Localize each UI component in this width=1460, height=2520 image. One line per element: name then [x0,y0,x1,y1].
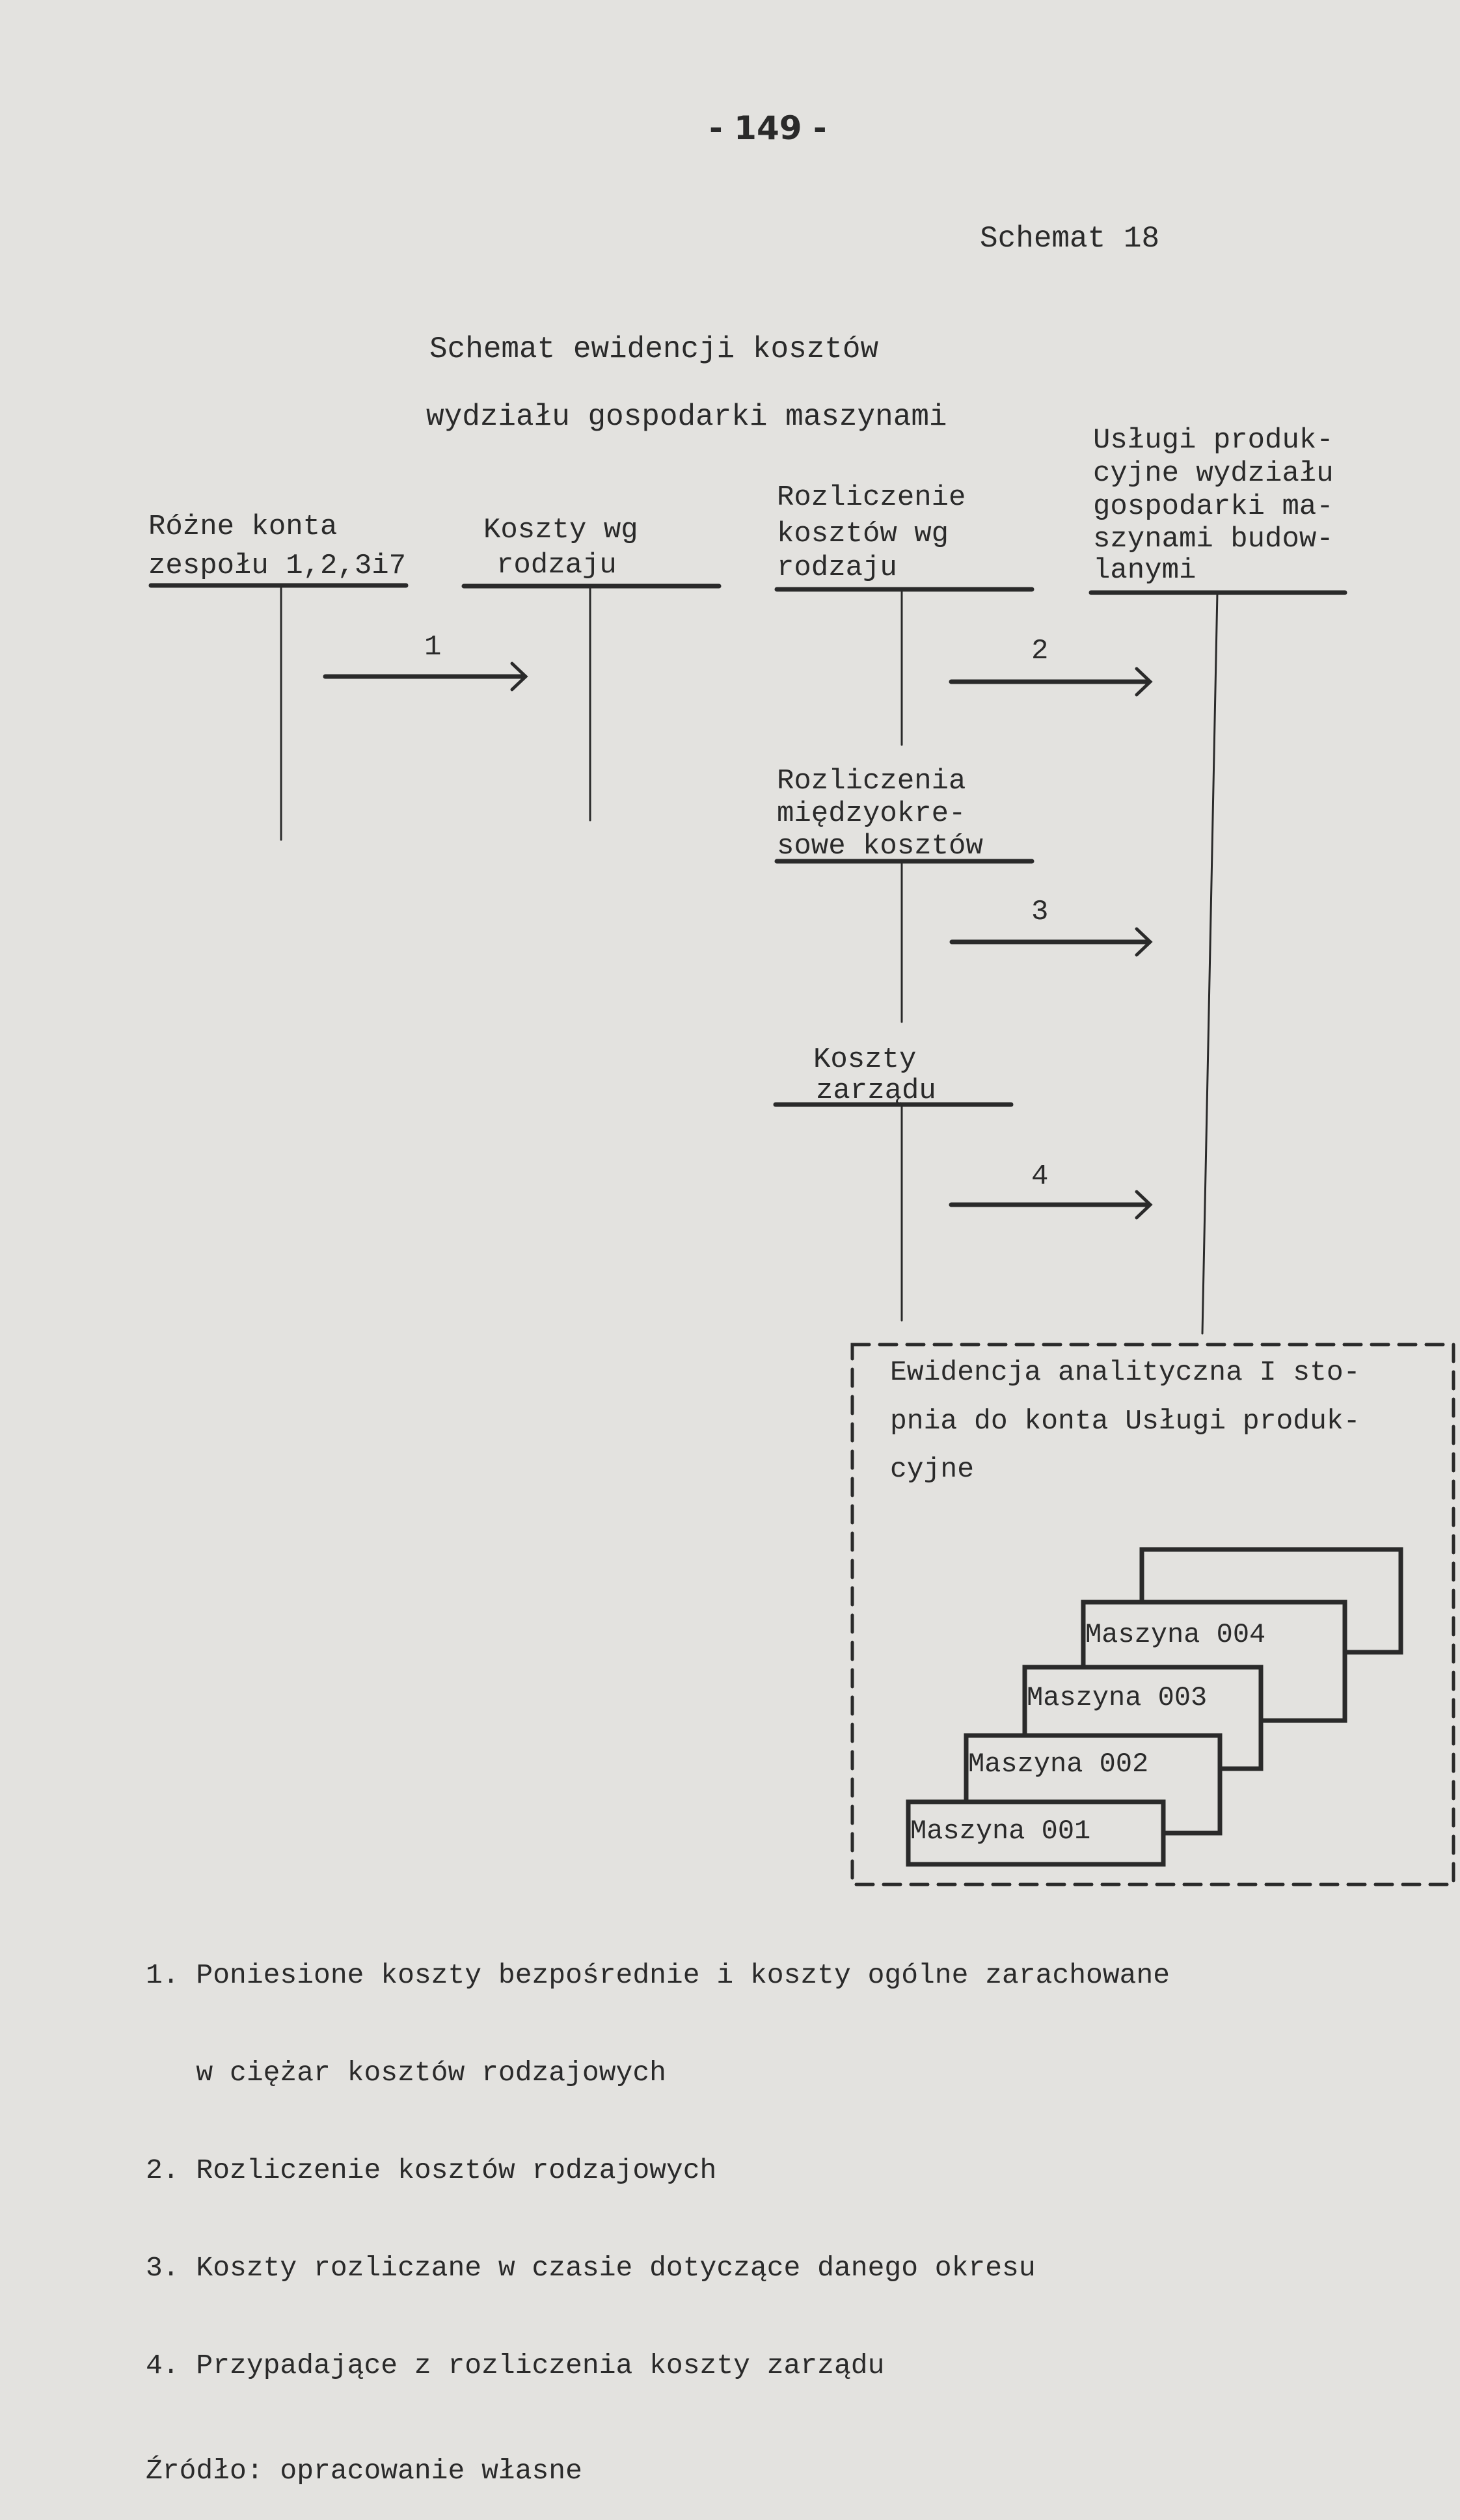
arrow-label-3: 3 [1031,896,1049,928]
account-uslugi-line-3: gospodarki ma- [1093,490,1334,523]
arrow-label-2: 2 [1031,635,1049,667]
account-rozliczenia-miedzyokresowe-line-1: Rozliczenia [777,765,966,798]
account-uslugi-line-5: lanymi [1093,554,1196,587]
diagram-title-line-1: Schemat ewidencji kosztów [429,332,879,366]
arrow-3 [952,929,1150,955]
arrow-1 [325,664,526,690]
account-rozliczenie-kosztow-line-3: rodzaju [777,552,897,584]
account-koszty-wg-rodzaju-line-2: rodzaju [496,549,617,582]
machine-label-003: Maszyna 003 [1027,1682,1208,1713]
arrow-4 [951,1192,1150,1218]
account-rozliczenie-kosztow-line-1: Rozliczenie [777,481,966,514]
account-uslugi-line-1: Usługi produk- [1093,424,1334,457]
footnote-3: 3. Koszty rozliczane w czasie dotyczące danego okresu [146,2252,1036,2284]
arrow-2 [951,669,1150,695]
arrow-label-1: 1 [424,631,442,664]
account-koszty-zarzadu-line-2: zarządu [816,1075,936,1107]
account-rozliczenie-kosztow-line-2: kosztów wg [777,518,949,550]
schema-label: Schemat 18 [980,222,1160,256]
t-account-stem-uslugi-produkcyjne [1202,593,1217,1334]
machine-label-004: Maszyna 004 [1085,1619,1266,1650]
machine-label-002: Maszyna 002 [968,1749,1149,1780]
account-uslugi-line-2: cyjne wydziału [1093,457,1334,490]
account-rozliczenia-miedzyokresowe-line-2: międzyokre- [777,798,966,830]
footnote-2: 2. Rozliczenie kosztów rodzajowych [146,2154,717,2186]
analytic-box-text-line-1: Ewidencja analityczna I sto- [890,1356,1360,1388]
analytic-box-text-line-2: pnia do konta Usługi produk- [890,1405,1360,1437]
source-note: Źródło: opracowanie własne [146,2455,582,2487]
page-number: - 149 - [709,109,827,147]
account-rozliczenia-miedzyokresowe-line-3: sowe kosztów [777,830,983,863]
machine-label-001: Maszyna 001 [910,1816,1091,1847]
account-uslugi-line-4: szynami budow- [1093,523,1334,556]
account-rozne-konta-line-2: zespołu 1,2,3i7 [148,550,407,582]
footnote-1: 1. Poniesione koszty bezpośrednie i koszty ogólne zarachowane [146,1959,1170,1991]
arrow-label-4: 4 [1031,1160,1049,1193]
account-koszty-zarzadu-line-1: Koszty [813,1043,917,1076]
account-koszty-wg-rodzaju-line-1: Koszty wg [483,514,638,546]
footnotes [146,1894,1170,2520]
diagram-title-line-2: wydziału gospodarki maszynami [426,400,947,434]
analytic-box-text-line-3: cyjne [890,1453,975,1485]
account-rozne-konta-line-1: Różne konta [148,511,338,543]
footnote-4: 4. Przypadające z rozliczenia koszty zarządu [146,2350,885,2381]
footnote-1-cont: w ciężar kosztów rodzajowych [146,2057,666,2089]
